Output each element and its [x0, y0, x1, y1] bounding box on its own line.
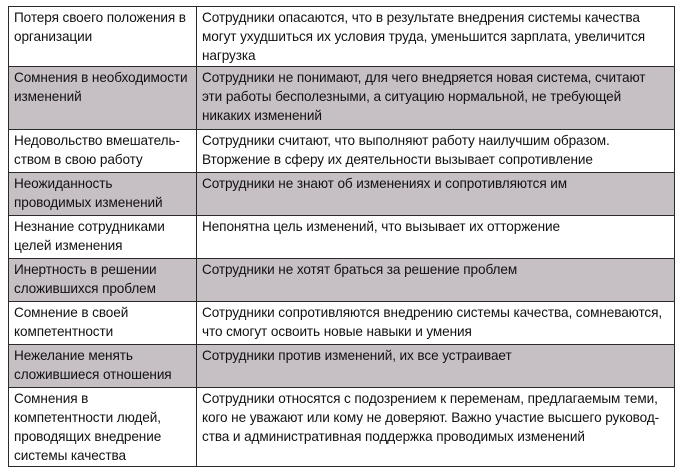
- description-cell: Сотрудники сопротивляются внедрению системы качества, сомневаются, что смогут освоить новые навыки и умения: [197, 302, 675, 345]
- factor-cell: Недовольство вмешательством в свою работу: [9, 130, 197, 173]
- factor-cell: Сомнения в необходимости изменений: [9, 67, 197, 130]
- factor-cell: Инертность в решении сложившихся проблем: [9, 259, 197, 302]
- table-row: [9, 173, 675, 216]
- description-cell: Сотрудники относятся с подозрением к переменам, предлагаемым теми, кого не уважают или кому не доверяют. Важно участие высшего руководства и административная поддержка проводимых изменений: [197, 388, 675, 467]
- table-row: [9, 216, 675, 259]
- table-row: [9, 259, 675, 302]
- factor-cell: Незнание сотрудниками целей изменения: [9, 216, 197, 259]
- description-cell: Сотрудники считают, что выполняют работу наилучшим образом. Вторжение в сферу их деятельности вызывает сопротивление: [197, 130, 675, 173]
- table-row: [9, 345, 675, 388]
- resistance-factors-table: [8, 6, 675, 467]
- table-row: [9, 7, 675, 67]
- description-cell: Сотрудники против изменений, их все устраивает: [197, 345, 675, 388]
- factor-cell: Сомнения в компетентности людей, проводящих внедрение системы качества: [9, 388, 197, 467]
- factor-cell: Неожиданность проводимых изменений: [9, 173, 197, 216]
- table-row: [9, 67, 675, 130]
- description-cell: Непонятна цель изменений, что вызывает их отторжение: [197, 216, 675, 259]
- description-cell: Сотрудники опасаются, что в результате внедрения системы качества могут ухудшиться их условия труда, уменьшится зарплата, увеличится нагрузка: [197, 7, 675, 67]
- table-row: [9, 388, 675, 467]
- factor-cell: Нежелание менять сложившиеся отношения: [9, 345, 197, 388]
- factor-cell: Сомнение в своей компетентности: [9, 302, 197, 345]
- table-row: [9, 302, 675, 345]
- description-cell: Сотрудники не понимают, для чего внедряется новая система, считают эти работы бесполезными, а ситуацию нормальной, не требующей никаких изменений: [197, 67, 675, 130]
- factor-cell: Потеря своего положения в организации: [9, 7, 197, 67]
- description-cell: Сотрудники не знают об изменениях и сопротивляются им: [197, 173, 675, 216]
- description-cell: Сотрудники не хотят браться за решение проблем: [197, 259, 675, 302]
- table-row: [9, 130, 675, 173]
